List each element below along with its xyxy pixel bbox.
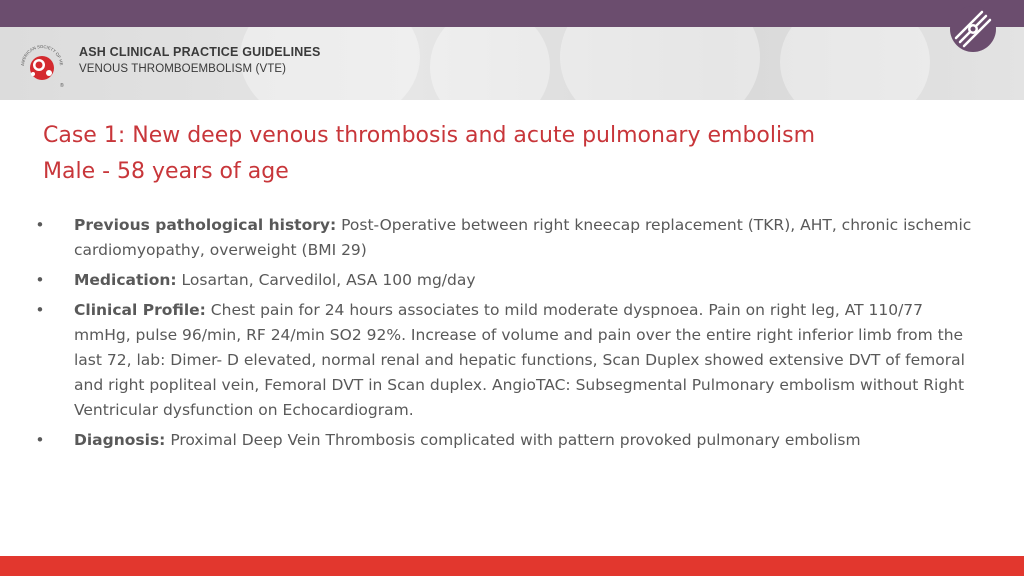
guidelines-title: ASH CLINICAL PRACTICE GUIDELINES bbox=[79, 45, 321, 59]
ash-logo-icon bbox=[16, 40, 68, 92]
logo-circle-text: AMERICAN SOCIETY OF HE bbox=[19, 43, 65, 67]
item-text: Losartan, Carvedilol, ASA 100 mg/day bbox=[176, 271, 476, 289]
list-item bbox=[34, 268, 974, 293]
item-label: Diagnosis: bbox=[74, 431, 166, 449]
vein-clot-icon bbox=[948, 4, 998, 54]
list-item bbox=[34, 428, 974, 453]
bottom-accent-bar bbox=[0, 556, 1024, 576]
item-text: Proximal Deep Vein Thrombosis complicated with pattern provoked pulmonary embolism bbox=[165, 431, 861, 449]
item-label: Previous pathological history: bbox=[74, 216, 337, 234]
bullet-icon: • bbox=[35, 431, 45, 449]
item-label: Clinical Profile: bbox=[74, 301, 206, 319]
slide-title bbox=[43, 118, 1003, 190]
item-text: Chest pain for 24 hours associates to mild moderate dyspnoea. Pain on right leg, AT 110/77 mmHg, pulse 96/min, RF 24/min SO2 92%. Increase of volume and pain over the entire right inferior limb from the last 72, lab: Dimer- D elevated, normal renal and hepatic functions, Scan Duplex showed extensive DVT of femoral and right popliteal vein, Femoral DVT in Scan duplex. AngioTAC: Subsegmental Pulmonary embolism without Right Ventricular dysfunction on Echocardiogram. bbox=[74, 301, 965, 419]
slide-title-line2: Male - 58 years of age bbox=[43, 159, 289, 184]
bullet-icon: • bbox=[35, 216, 45, 234]
case-details-list bbox=[34, 213, 974, 458]
list-item bbox=[34, 213, 974, 263]
item-text: Post-Operative between right kneecap replacement (TKR), AHT, chronic ischemic cardiomyopathy, overweight (BMI 29) bbox=[74, 216, 972, 259]
registered-mark: ® bbox=[60, 83, 64, 89]
list-item bbox=[34, 298, 974, 423]
slide-title-line1: Case 1: New deep venous thrombosis and acute pulmonary embolism bbox=[43, 123, 815, 148]
top-accent-bar bbox=[0, 0, 1024, 27]
bullet-icon: • bbox=[35, 271, 45, 289]
guidelines-subtitle: VENOUS THROMBOEMBOLISM (VTE) bbox=[79, 63, 287, 75]
item-label: Medication: bbox=[74, 271, 177, 289]
bullet-icon: • bbox=[35, 301, 45, 319]
